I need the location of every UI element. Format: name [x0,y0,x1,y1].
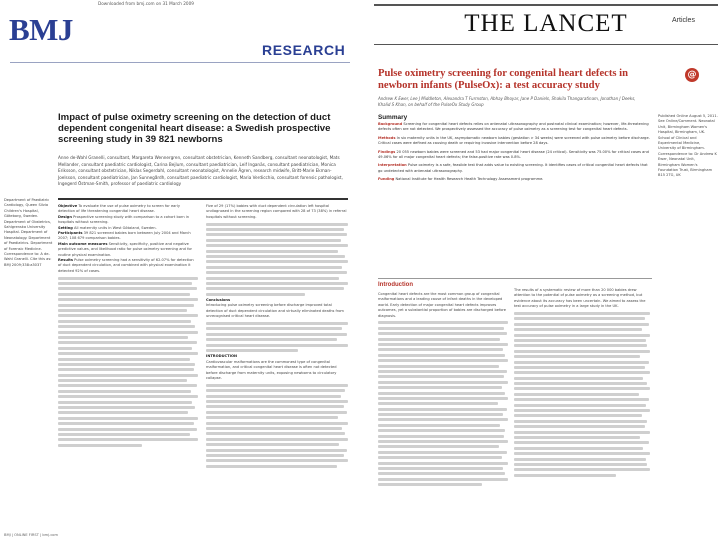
filler-lines-r [514,312,650,477]
body-column-right [514,288,650,479]
open-access-icon: @ [685,68,699,82]
abstract-column [58,204,198,449]
article-title: Impact of pulse oximetry screening on the detection of duct dependent congenital heart disease: a Swedish prospective screening study in 39 821 newborns [58,112,331,145]
abstract-design: Design Prospective screening study with comparison to a cohort born in hospitals without screening. [58,214,190,225]
summary-interpretation: Interpretation Pulse oximetry is a safe, feasible test that adds value to existing screening. It identifies cases of critical congenital heart defects that go undetected with antenatal ultrasonography. [378,163,648,173]
summary-rule [378,278,652,279]
filler-lines-b [206,322,348,352]
summary-block [378,122,652,186]
section-label: Articles [672,17,695,24]
lancet-masthead: THE LANCET [464,10,628,37]
summary-methods: Methods In six maternity units in the UK, asymptomatic newborn babies (gestation > 34 weeks) were screened with pulse oximetry before discharge. Critical cases were defined as causing death or requiring invasive intervention before 28 days. [378,135,650,146]
introduction-text: Congenital heart defects are the most common group of congenital malformations and a leading cause of infant deaths in the developed world. Early detection of major congenital heart defects improves outcomes, yet a substantial proportion of babies are discharged before diagnosis. [378,292,507,318]
abstract-setting: Setting All maternity units in West Götaland, Sweden. [58,225,157,230]
right-column-text: The results of a systematic review of more than 20 000 babies drew attention to the potential of pulse oximetry as a screening method, but evidence about its accuracy has been uncertain. We aimed to assess the test accuracy of pulse oximetry in a large study in the UK. [514,288,646,309]
introduction: INTRODUCTION Cardiovascular malformations are the commonest type of congenital malformation, and critical congenital heart disease is often not detected before discharge from maternity units, exposing newborns to circulatory collapse. [206,354,337,381]
abstract-rule [58,198,348,200]
body-column-left [378,292,508,489]
header-rule [10,62,350,63]
summary-background: Background Screening for congenital heart defects relies on antenatal ultrasonography and postnatal clinical examination; however, life-threatening defects often are not detected. We prospectively assessed the accuracy of pulse oximetry as a screening test for congenital heart defects. [378,122,649,132]
summary-funding: Funding National Institute for Health Research Health Technology Assessment programme. [378,177,544,182]
abstract-outcomes: Main outcome measures Sensitivity, specificity, positive and negative predictive values, and likelihood ratio for pulse oximetry screening and for routine physical examination. [58,241,193,257]
author-list: Andrew K Ewer, Lee J Middleton, Alexandra T Furmston, Abhay Bhoyar, Jane P Daniels, Shakila Thangaratinam, Jonathan J Deeks, Khalid S Khan, on behalf of the PulseOx Study Group [378,96,636,107]
filler-lines-l [378,321,508,486]
filler-lines-c [206,384,348,468]
bmj-logo: BMJ [9,12,73,47]
masthead-rule-top [374,4,718,6]
summary-findings: Findings 20 055 newborn babies were screened and 53 had major congenital heart disease (24 critical). Sensitivity was 75.00% for critical cases and 49.06% for all major congenital heart defects; the false-positive rate was 0.8%. [378,149,649,160]
filler-lines [58,277,198,447]
introduction-heading: Introduction [378,282,413,288]
filler-lines-a [206,223,348,296]
page-footer: BMJ | ONLINE FIRST | bmj.com [4,533,58,537]
masthead-rule-bottom [374,44,718,45]
affiliations-sidebar [4,198,54,268]
lancet-paper-page [372,0,720,540]
author-list: Anne de-Wahl Granelli, consultant, Margareta Wennergren, consultant obstetrician, Kenneth Sandberg, consultant neonatologist, Mats Mellander, consultant paediatric cardiologist, Carina Bejlum, consultant paediatrician, Leif Inganäs, consultant paediatrician, Monica Eriksson, consultant obstetrician, Niklas Segerdahl, consultant neonatologist, Annelie Ågren, research midwife, Britt-Marie Ekman-Joelsson, consultant paediatrician, Jan Sunnegårdh, consultant paediatric cardiologist, Maria Verdicchio, consultant forensic pathologist, Ingegerd Östman-Smith, professor of paediatric cardiology [58,155,343,187]
summary-heading: Summary [378,114,408,121]
abstract-objective: Objective To evaluate the use of pulse oximetry to screen for early detection of life threatening congenital heart disease. [58,204,180,214]
body-column [206,204,348,470]
sidebar-text: Published Online August 5, 2011. See Online/Comment. Neonatal Unit, Birmingham Women's Hospital, Birmingham, UK. School of Clinical and Experimental Medicine, University of Birmingham. Correspondence to: Dr Andrew K Ewer, Neonatal Unit, Birmingham Women's Foundation Trust, Birmingham B15 2TG, UK [658,114,718,178]
abstract-results: Results Pulse oximetry screening had a sensitivity of 62.07% for detection of duct dependent circulation, and combined with physical examination it detected 92% of cases. [58,258,194,273]
results-continued: Five of 29 (17%) babies with duct dependent circulation left hospital undiagnosed in the screening region compared with 28 of 73 (38%) in referral hospitals without screening. [206,204,347,219]
abstract-participants: Participants 39 821 screened babies born between July 2004 and March 2007; 108 679 comparison babies. [58,231,191,241]
article-title: Pulse oximetry screening for congenital heart defects in newborn infants (PulseOx): a test accuracy study [378,68,628,91]
section-label: RESEARCH [262,42,346,58]
affiliations-text: Department of Paediatric Cardiology, Queen Silvia Children's Hospital, Göteborg, Sweden. Department of Obstetrics, Sahlgrenska University Hospital. Department of Neonatology. Department of Paediatrics. Department of Forensic Medicine. Correspondence to: A de-Wahl Granelli. Cite this as: BMJ 2009;338:a3037 [4,198,53,267]
conclusions: Conclusions Introducing pulse oximetry screening before discharge improved total detection of duct dependent circulation and virtually eliminated deaths from unrecognised critical heart disease. [206,298,344,319]
download-line: Downloaded from bmj.com on 31 March 2009 [98,1,194,6]
publication-sidebar [658,114,718,182]
